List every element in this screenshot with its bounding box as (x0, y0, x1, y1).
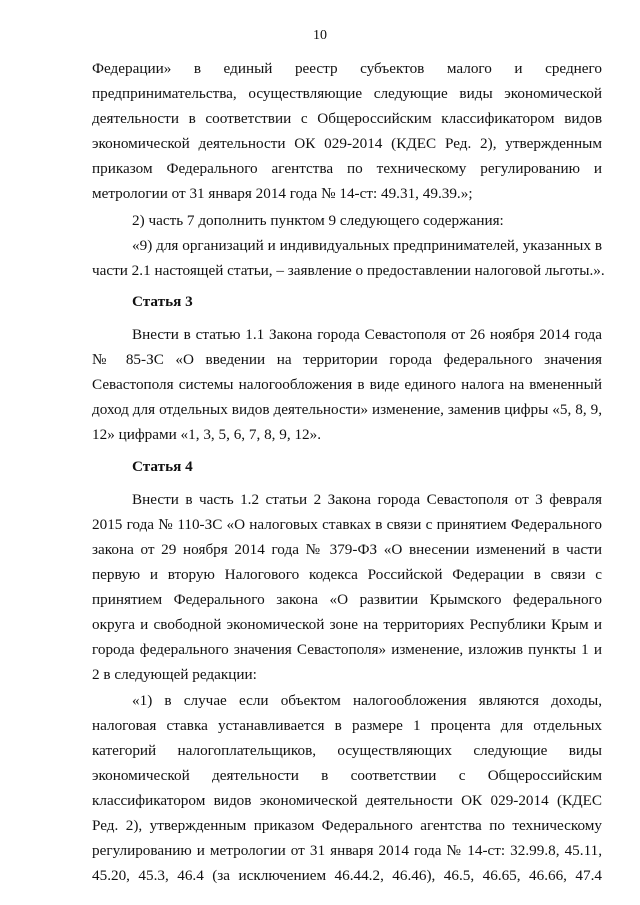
section-heading: Статья 3 (132, 293, 193, 310)
text-line: экономической деятельности ОК 029-2014 (КДЕС Ред. 2), утвержденным (92, 135, 602, 152)
text-line: метрологии от 31 января 2014 года № 14-ст: 49.31, 49.39.»; (92, 185, 473, 202)
text-line: первую и вторую Налогового кодекса Российской Федерации в связи с (92, 566, 602, 583)
page-number: 10 (313, 28, 327, 43)
text-line: регулированию и метрологии от 31 января 2014 года № 14-ст: 32.99.8, 45.11, (92, 842, 602, 859)
text-line: приказом Федерального агентства по техническому регулированию и (92, 160, 602, 177)
text-line: классификатором видов экономической деятельности ОК 029-2014 (КДЕС (92, 792, 602, 809)
text-line: 12» цифрами «1, 3, 5, 6, 7, 8, 9, 12». (92, 426, 322, 443)
text-line: Федерации» в единый реестр субъектов малого и среднего (92, 60, 602, 77)
text-line: Севастополя системы налогообложения в виде единого налога на вмененный (92, 376, 602, 393)
text-line: категорий налогоплательщиков, осуществляющих следующие виды (92, 742, 602, 759)
text-line: экономической деятельности в соответствии с Общероссийским (92, 767, 602, 784)
text-line: 2) часть 7 дополнить пунктом 9 следующего содержания: (132, 212, 504, 229)
text-line: «1) в случае если объектом налогообложения являются доходы, (132, 692, 602, 709)
text-line: 2015 года № 110-ЗС «О налоговых ставках в связи с принятием Федерального (92, 516, 602, 533)
text-line: 45.20, 45.3, 46.4 (за исключением 46.44.2, 46.46), 46.5, 46.65, 46.66, 47.4 (92, 867, 602, 884)
text-line: принятием Федерального закона «О развитии Крымского федерального (92, 591, 602, 608)
text-line: закона от 29 ноября 2014 года № 379-ФЗ «О внесении изменений в части (92, 541, 602, 558)
text-line: № 85-ЗС «О введении на территории города федерального значения (92, 351, 602, 368)
text-line: части 2.1 настоящей статьи, – заявление о предоставлении налоговой льготы.». (92, 262, 605, 279)
text-line: деятельности в соответствии с Общероссийским классификатором видов (92, 110, 602, 127)
text-line: города федерального значения Севастополя» изменение, изложив пункты 1 и (92, 641, 602, 658)
text-line: 2 в следующей редакции: (92, 666, 257, 683)
text-line: доход для отдельных видов деятельности» изменение, заменив цифры «5, 8, 9, (92, 401, 602, 418)
text-line: Внести в часть 1.2 статьи 2 Закона города Севастополя от 3 февраля (132, 491, 602, 508)
text-line: «9) для организаций и индивидуальных предпринимателей, указанных в (132, 237, 602, 254)
text-line: Внести в статью 1.1 Закона города Севастополя от 26 ноября 2014 года (132, 326, 602, 343)
text-line: предпринимательства, осуществляющие следующие виды экономической (92, 85, 602, 102)
section-heading: Статья 4 (132, 458, 193, 475)
text-line: Ред. 2), утвержденным приказом Федерального агентства по техническому (92, 817, 602, 834)
text-line: налоговая ставка устанавливается в размере 1 процента для отдельных (92, 717, 602, 734)
text-line: округа и свободной экономической зоне на территориях Республики Крым и (92, 616, 602, 633)
